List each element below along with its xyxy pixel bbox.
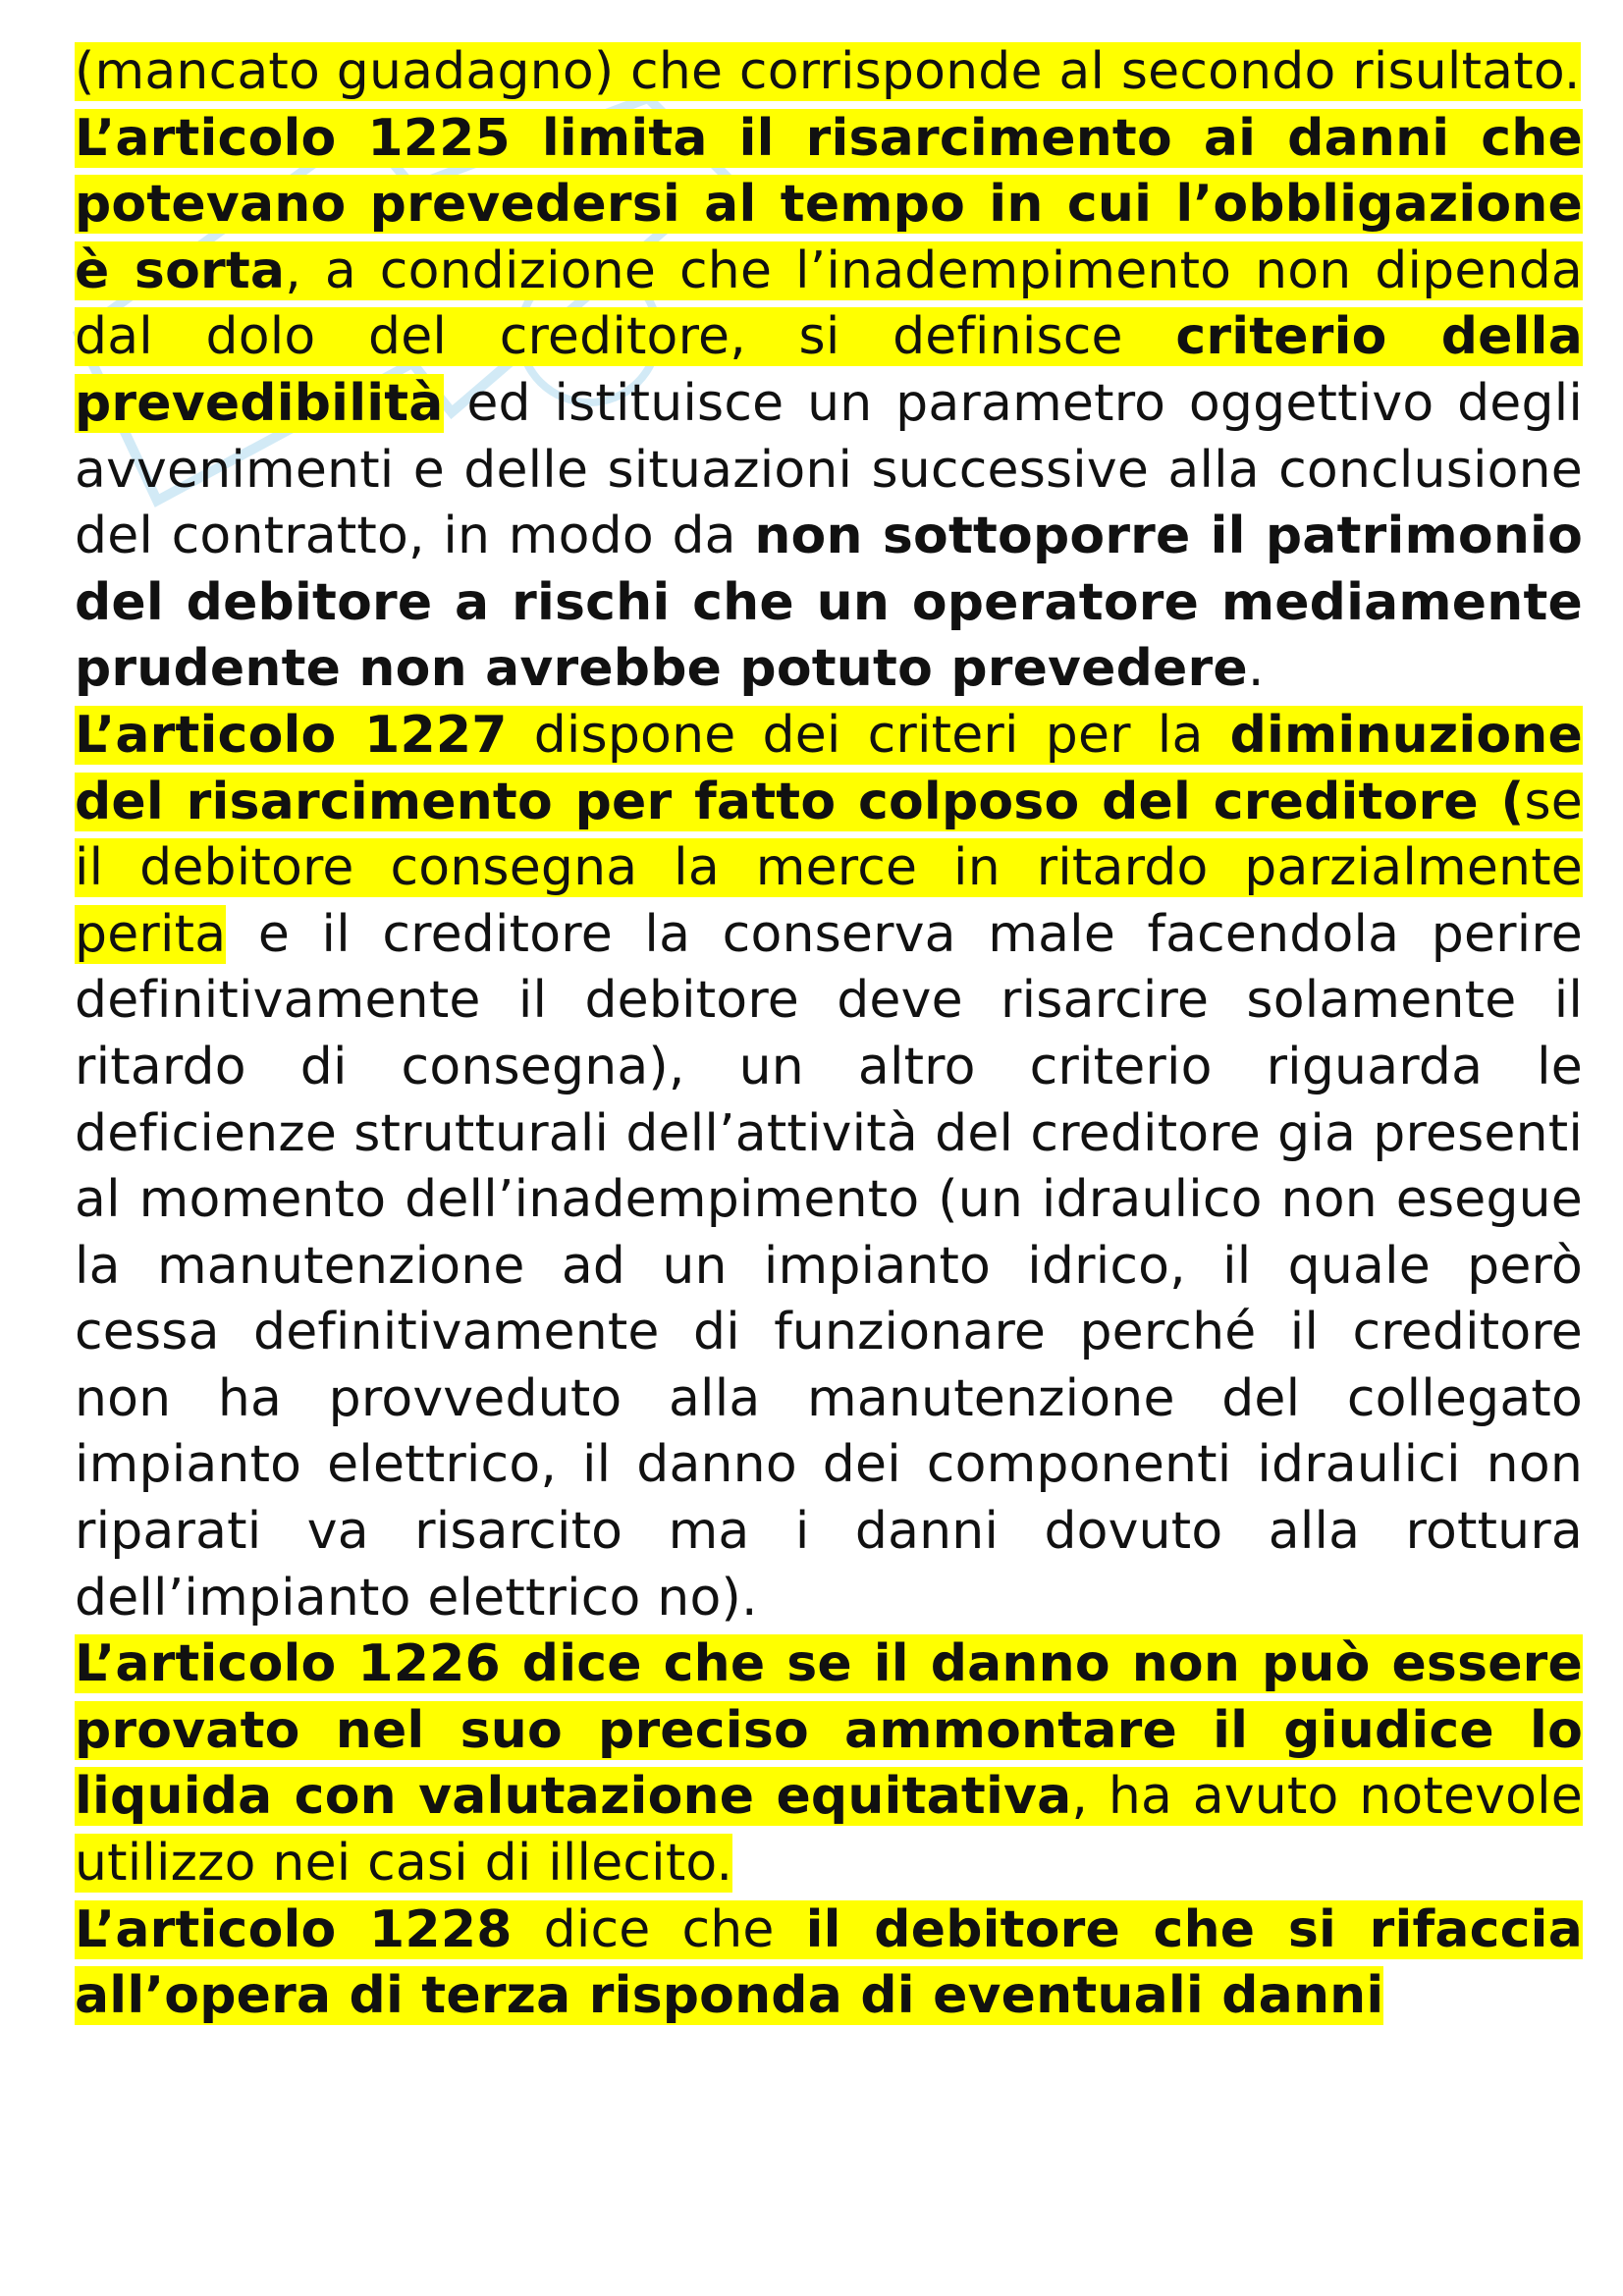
paragraph [75,106,1583,703]
text-segment: ed istituisce un parametro oggettivo degli avvenimenti e delle situazioni successive alla conclusione del contratto, in modo da [75,373,1583,566]
text-segment: dispone dei criteri per la [507,705,1230,765]
paragraph [75,1631,1583,1896]
bold-text: L’articolo 1228 [75,1899,513,1959]
bold-text: il debitore che si rifaccia all’opera di terza risponda di eventuali danni [75,1899,1583,2026]
bold-text: non sottoporre il patrimonio del debitore a rischi che un operatore mediamente prudente non avrebbe potuto prevedere [75,507,1583,699]
text-segment: (mancato guadagno) che corrisponde al secondo risultato. [75,42,1581,101]
bold-text: diminuzione del risarcimento per fatto colposo del creditore ( [75,705,1583,831]
document-body [75,39,1583,2030]
text-segment: se il debitore consegna la merce in ritardo parzialmente perita [75,772,1583,964]
bold-text: L’articolo 1226 dice che se il danno non può essere provato nel suo preciso ammontare il giudice lo liquida con valutazione equitativa [75,1634,1583,1827]
text-segment: . [1247,639,1265,699]
paragraph [75,39,1583,106]
bold-text: L’articolo 1225 limita il risarcimento ai danni che potevano prevedersi al tempo in cui l’obbligazione è sorta [75,108,1583,300]
text-segment: , ha avuto notevole utilizzo nei casi di illecito. [75,1767,1583,1894]
paragraph [75,1897,1583,2030]
text-segment: , a condizione che l’inadempimento non dipenda dal dolo del creditore, si definisce [75,240,1583,367]
text-segment: dice che [512,1899,806,1959]
text-segment: e il creditore la conserva male facendola perire definitivamente il debitore deve risarcire solamente il ritardo di consegna), un altro criterio riguarda le deficienze strutturali dell’attività del creditore gia presenti al momento dell’inadempimento (un idraulico non esegue la manutenzione ad un impianto idrico, il quale però cessa definitivamente di funzionare perché il creditore non ha provveduto alla manutenzione del collegato impianto elettrico, il danno dei componenti idraulici non riparati va risarcito ma i danni dovuto alla rottura dell’impianto elettrico no). [75,904,1583,1628]
bold-text: L’articolo 1227 [75,705,508,765]
paragraph [75,703,1583,1631]
bold-text: criterio della prevedibilità [75,307,1583,433]
